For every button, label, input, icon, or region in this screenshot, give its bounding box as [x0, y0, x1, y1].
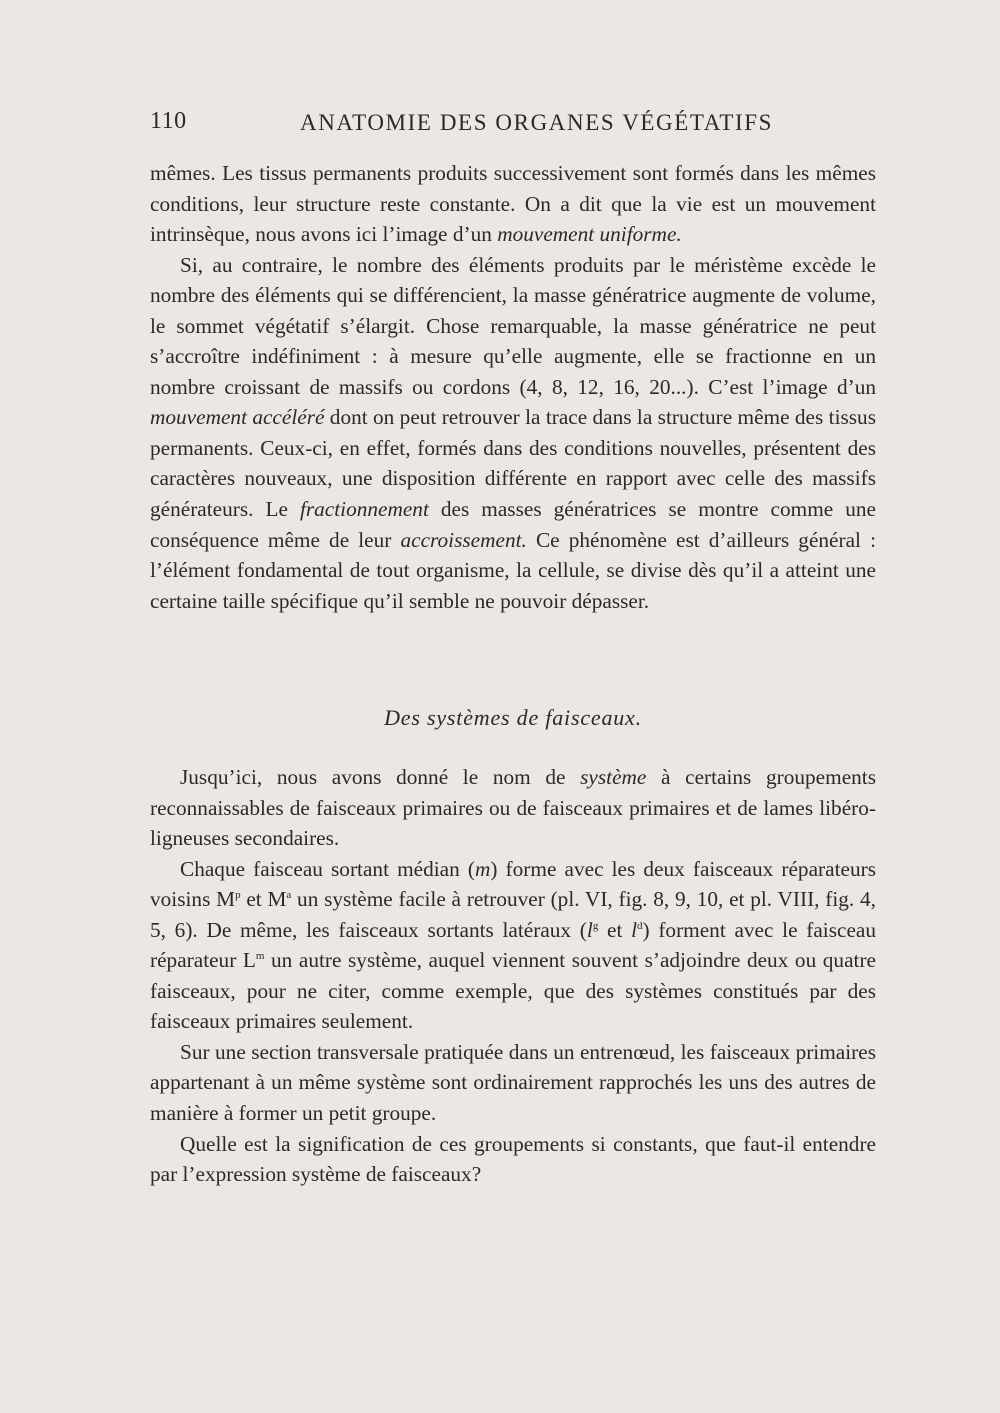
- section-body-2: [150, 762, 876, 1190]
- superscript: m: [255, 950, 265, 963]
- emphasis: fractionnement: [299, 497, 429, 522]
- emphasis: mouvement uniforme.: [497, 222, 682, 247]
- paragraph: Si, au contraire, le nombre des éléments produits par le méristème excède le nombre des éléments qui se différencient, la masse génératrice augmente de volume, le sommet végétatif s’élargit. Chose remarquable, la masse génératrice ne peut s’accroître indéfiniment : à mesure qu’elle augmente, elle se fractionne en un nombre croissant de massifs ou cordons (4, 8, 12, 16, 20...). C’est l’image d’un mouvement accéléré dont on peut retrouver la trace dans la structure même des tissus permanents. Ceux-ci, en effet, formés dans des conditions nouvelles, présentent des caractères nouveaux, une disposition différente en rapport avec celle des massifs générateurs. Le fractionnement des masses génératrices se montre comme une conséquence même de leur accroissement. Ce phénomène est d’ailleurs général : l’élément fondamental de tout organisme, la cellule, se divise dès qu’il a atteint une certaine taille spécifique qu’il semble ne pouvoir dépasser.: [150, 252, 876, 613]
- paragraph: Chaque faisceau sortant médian (m) forme avec les deux faisceaux réparateurs voisins $M^p$ et $M^a$ un système facile à retrouver (pl. VI, fig. 8, 9, 10, et pl. VIII, fig. 4, 5, 6). De même, les faisceaux sortants latéraux ($l^g$ et $l^d$) forment avec le faisceau réparateur $L^m$ un autre système, auquel viennent souvent s’adjoindre deux ou quatre faisceaux, pour ne citer, comme exemple, que des systèmes constitués par des faisceaux primaires seulement.: [150, 856, 877, 1034]
- section-heading: Des systèmes de faisceaux.: [384, 705, 642, 730]
- page-number: 110: [150, 108, 187, 134]
- emphasis: m: [474, 856, 491, 881]
- emphasis: accroissement.: [400, 527, 527, 552]
- paragraph: mêmes. Les tissus permanents produits successivement sont formés dans les mêmes conditions, leur structure reste constante. On a dit que la vie est un mouvement intrinsèque, nous avons ici l’image d’un mouvement uniforme.: [150, 161, 876, 247]
- paragraph: Jusqu’ici, nous avons donné le nom de système à certains groupements reconnaissables de faisceaux primaires ou de faisceaux primaires et de lames libéro-ligneuses secondaires.: [150, 765, 877, 851]
- emphasis: l: [586, 917, 593, 942]
- emphasis: l: [631, 917, 638, 942]
- emphasis: système: [580, 765, 647, 789]
- page-header: [150, 108, 876, 148]
- superscript: p: [235, 889, 241, 902]
- superscript: d: [637, 919, 643, 932]
- superscript: g: [592, 919, 599, 932]
- paragraph: Quelle est la signification de ces groupements si constants, que faut-il entendre par l’expression système de faisceaux?: [150, 1131, 876, 1187]
- superscript: a: [286, 889, 292, 902]
- emphasis: mouvement accéléré: [150, 405, 325, 430]
- paragraph: Sur une section transversale pratiquée dans un entrenœud, les faisceaux primaires appartenant à un même système sont ordinairement rapprochés les uns des autres de manière à former un petit groupe.: [150, 1039, 876, 1126]
- section-body-1: [150, 158, 876, 616]
- running-head: ANATOMIE DES ORGANES VÉGÉTATIFS: [300, 110, 774, 135]
